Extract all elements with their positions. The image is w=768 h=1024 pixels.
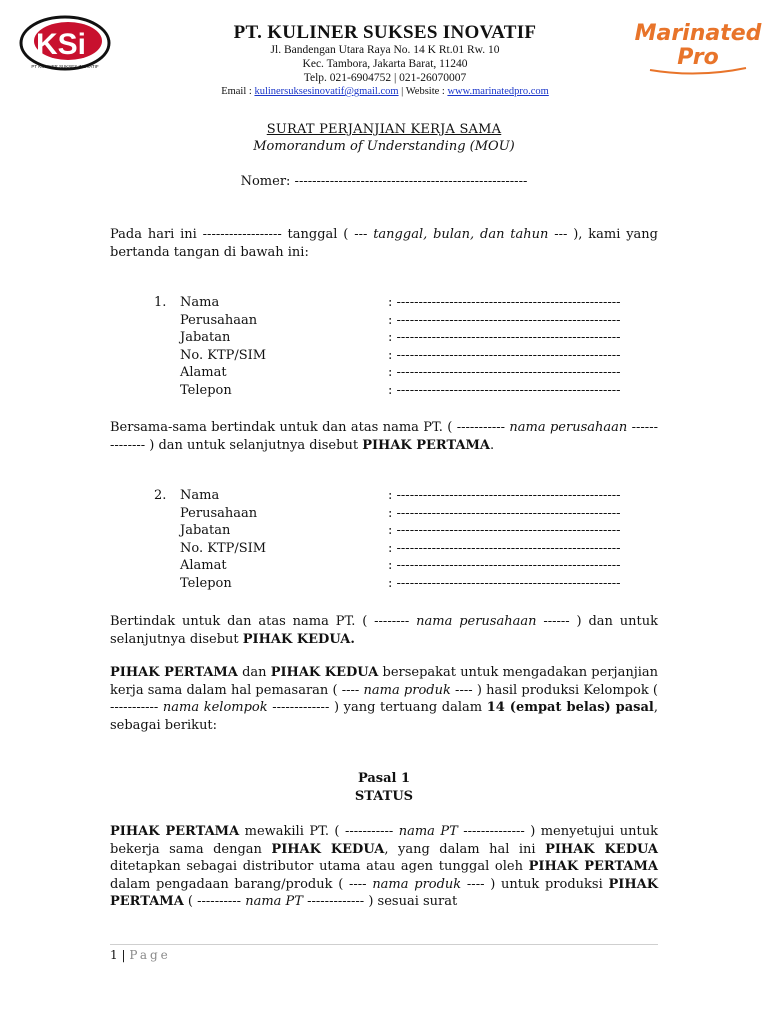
party-1-row: No. KTP/SIM : ---------------------------------------------------: [180, 347, 621, 363]
status-paragraph: PIHAK PERTAMA mewakili PT. ( ----------- nama PT -------------- ) menyetujui untuk bekerja sama dengan PIHAK KEDUA, yang dalam hal ini PIHAK KEDUA ditetapkan sebagai distributor utama atau agen tunggal oleh PIHAK PERTAMA dalam pengadaan barang/produk ( ---- nama produk ---- ) untuk produksi PIHAK PERTAMA ( ---------- nama PT ------------- ) sesuai surat: [110, 824, 659, 909]
document-number: Nomer: -----------------------------------------------------: [240, 174, 528, 189]
company-address-2: Kec. Tambora, Jakarta Barat, 11240: [302, 58, 468, 70]
party-2-details: [110, 488, 658, 594]
party-1-number: 1.: [154, 295, 167, 310]
marinated-pro-logo: [632, 14, 764, 78]
intro-paragraph: Pada hari ini ------------------ tanggal ( --- tanggal, bulan, dan tahun --- ), kami yang bertanda tangan di bawah ini:: [110, 227, 658, 260]
party-1-paragraph: Bersama-sama bertindak untuk dan atas nama PT. ( ----------- nama perusahaan -------------- ) dan untuk selanjutnya disebut PIHAK PERTAMA.: [110, 420, 658, 453]
party-2-row: Jabatan : ---------------------------------------------------: [180, 523, 621, 539]
party-1-row: Jabatan : ---------------------------------------------------: [180, 330, 621, 346]
svg-text:Marinated: Marinated: [634, 21, 762, 46]
email-label: Email :: [221, 86, 255, 97]
ksi-logo: [18, 14, 112, 72]
party-1-details: [110, 295, 658, 401]
page-label: Page: [129, 948, 171, 962]
party-1-row: Alamat : ---------------------------------------------------: [180, 365, 621, 381]
party-1-row: Perusahaan : ---------------------------------------------------: [180, 312, 621, 328]
page-footer: 1 | Page: [110, 948, 171, 962]
page-number: 1: [110, 948, 118, 962]
party-2-row: Perusahaan : ---------------------------------------------------: [180, 505, 621, 521]
document-title: SURAT PERJANJIAN KERJA SAMA: [266, 122, 502, 137]
agreement-paragraph: PIHAK PERTAMA dan PIHAK KEDUA bersepakat untuk mengadakan perjanjian kerja sama dalam hal pemasaran ( ---- nama produk ---- ) hasil produksi Kelompok ( ----------- nama kelompok ------------- ) yang tertuang dalam 14 (empat belas) pasal, sebagai berikut:: [110, 665, 659, 733]
website-link[interactable]: www.marinatedpro.com: [447, 86, 549, 97]
party-1-row: 1. Nama : ---------------------------------------------------: [154, 295, 621, 310]
party-1-row: Telepon : ---------------------------------------------------: [180, 382, 621, 398]
svg-text:Pro: Pro: [677, 45, 719, 70]
pasal-1-title: STATUS: [354, 789, 414, 804]
party-2-row: 2. Nama : ---------------------------------------------------: [154, 488, 621, 503]
party-2-row: Alamat : ---------------------------------------------------: [180, 558, 621, 574]
footer-divider: [110, 944, 658, 945]
party-2-row: Telepon : ---------------------------------------------------: [180, 575, 621, 591]
company-name: PT. KULINER SUKSES INOVATIF: [233, 22, 537, 43]
document-subtitle: Momorandum of Understanding (MOU): [253, 139, 515, 154]
company-phone: Telp. 021-6904752 | 021-26070007: [303, 72, 467, 84]
website-label: | Website :: [398, 86, 448, 97]
ksi-logo-text: KSi: [36, 28, 87, 61]
ksi-logo-subtext: PT KULINER SUKSES INOVATIF: [31, 64, 99, 69]
pasal-1-heading: Pasal 1: [357, 771, 411, 786]
company-contact: [150, 86, 620, 97]
company-address-1: Jl. Bandengan Utara Raya No. 14 K Rt.01 Rw. 10: [270, 44, 500, 56]
party-2-row: No. KTP/SIM : ---------------------------------------------------: [180, 540, 621, 556]
party-2-paragraph: Bertindak untuk dan atas nama PT. ( -------- nama perusahaan ------ ) dan untuk selanjutnya disebut PIHAK KEDUA.: [110, 614, 658, 647]
email-link[interactable]: kulinersuksesinovatif@gmail.com: [254, 86, 399, 97]
party-2-number: 2.: [154, 488, 167, 503]
